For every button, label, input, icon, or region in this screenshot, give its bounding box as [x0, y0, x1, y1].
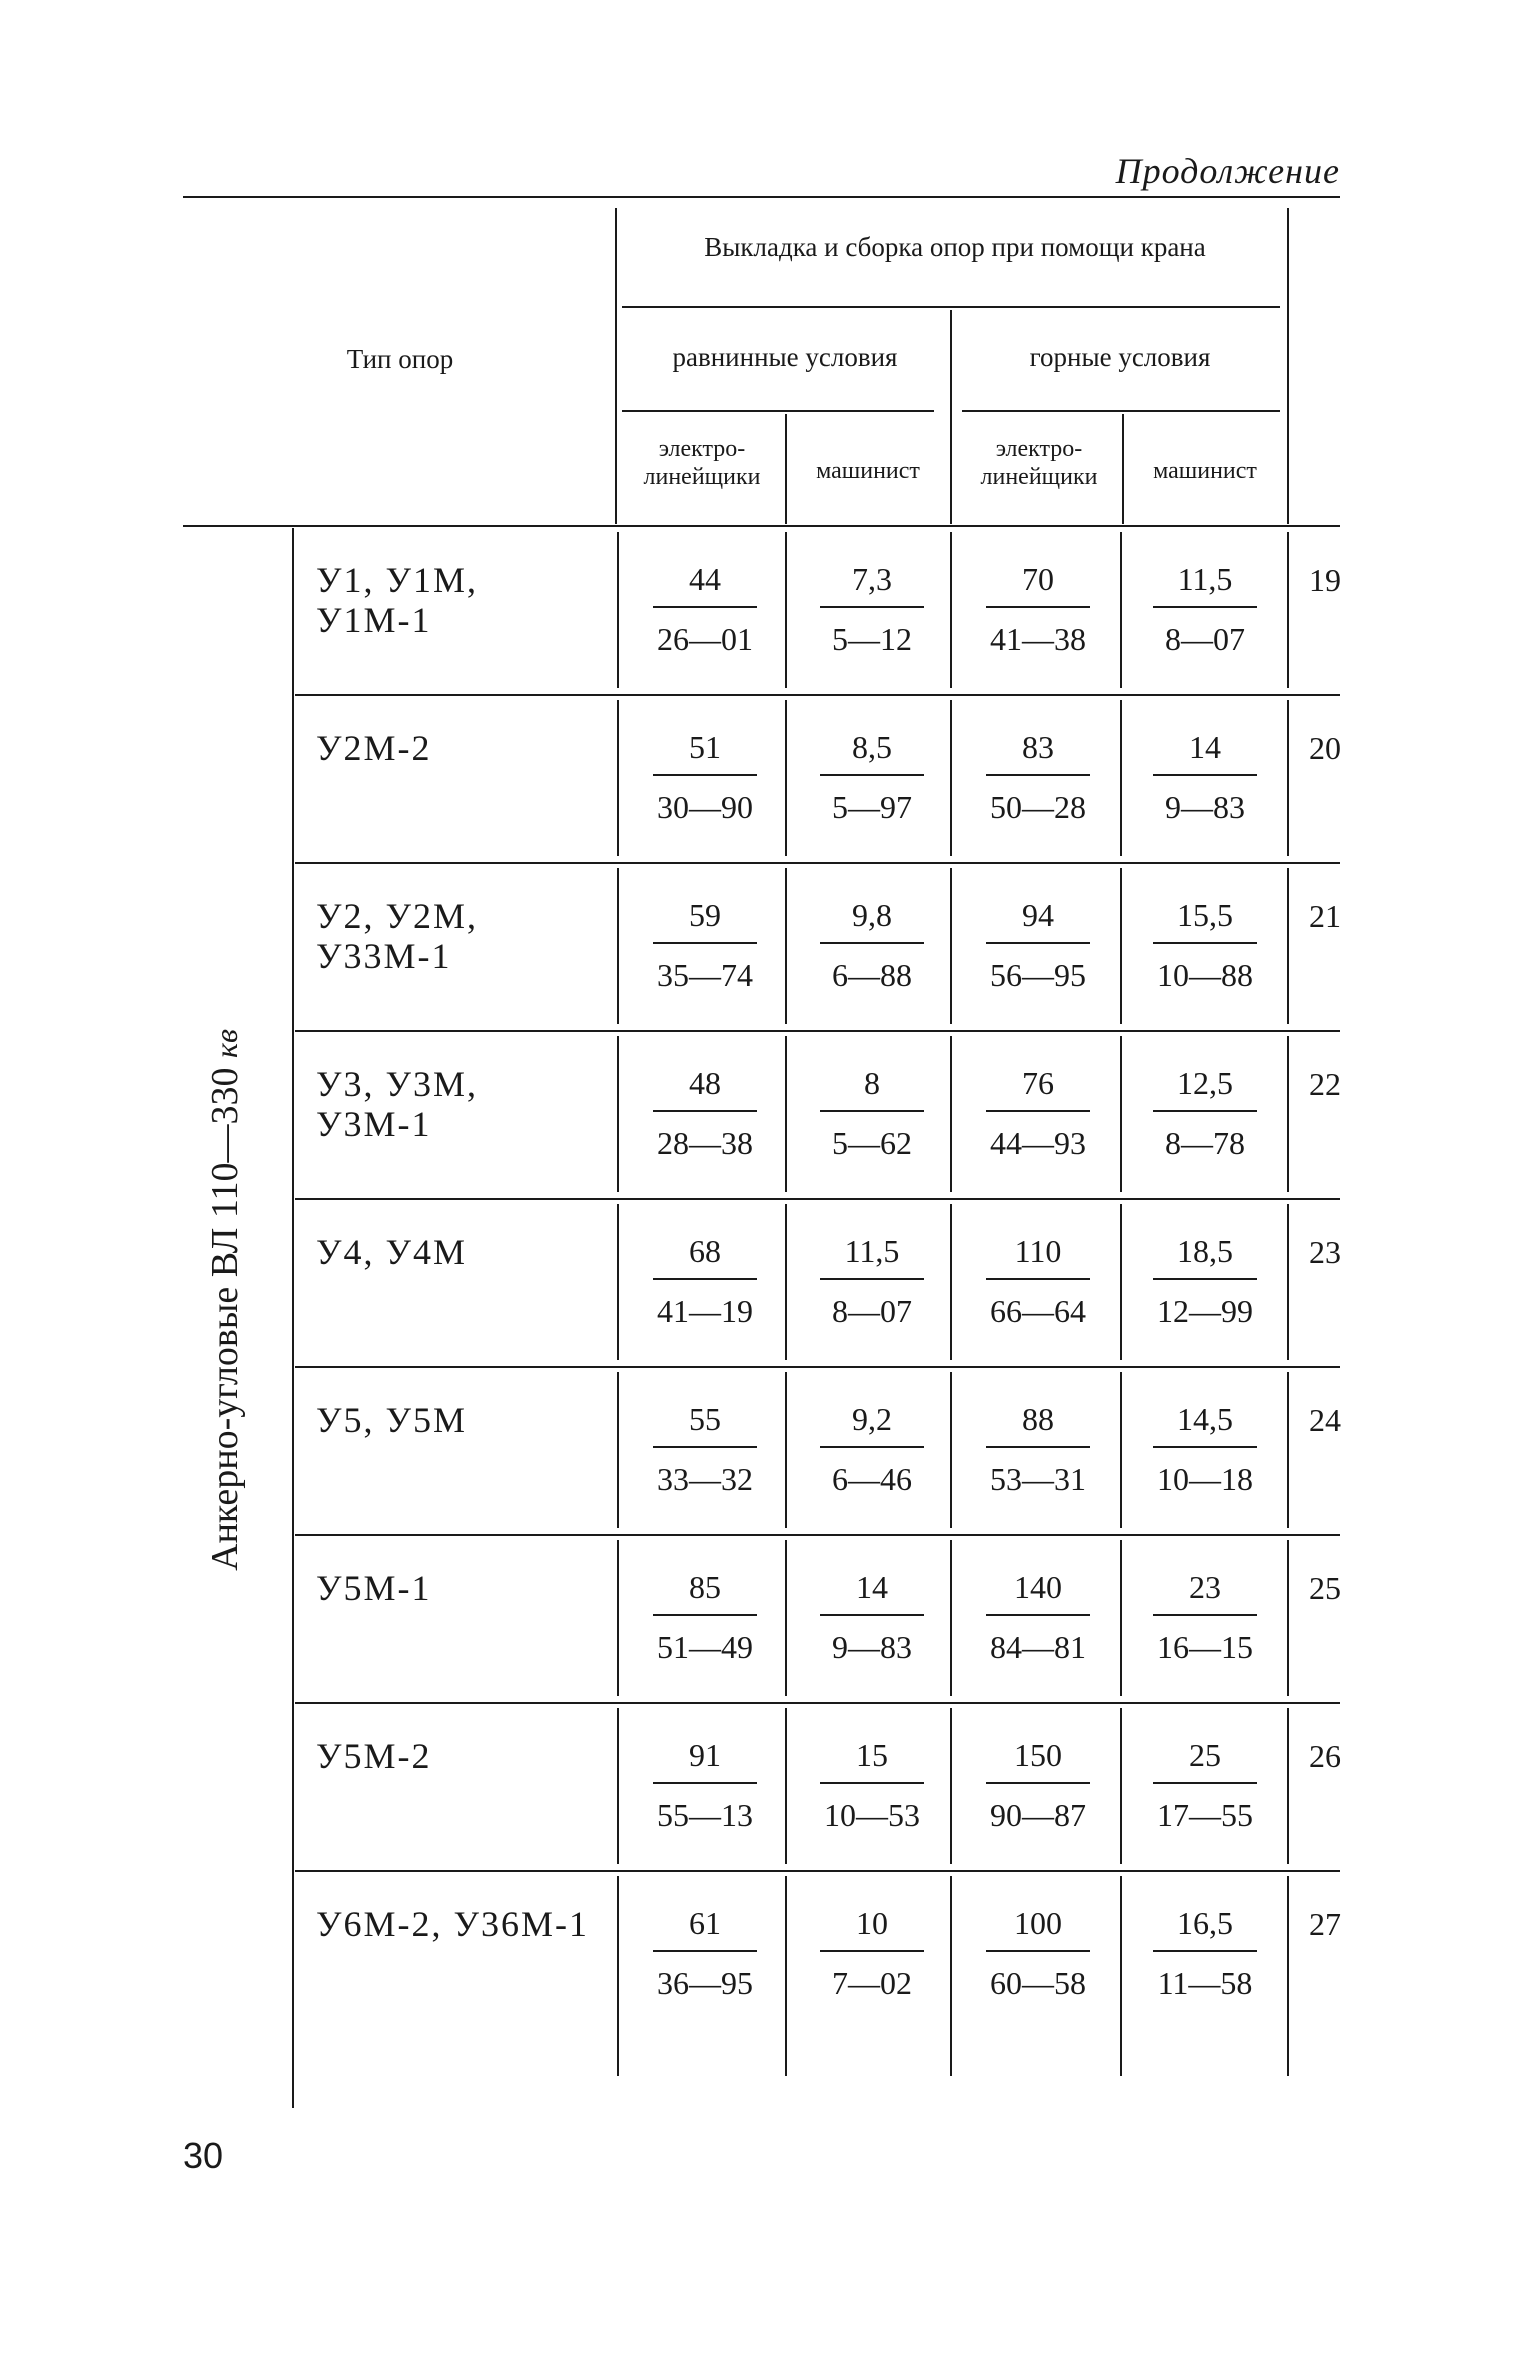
value-numerator: 76: [1022, 1065, 1054, 1101]
value-numerator: 83: [1022, 729, 1054, 765]
row-vline: [1287, 1036, 1289, 1192]
row-number: 25: [1309, 1570, 1341, 1606]
value-cell: [792, 1734, 952, 1836]
value-denominator: 5—97: [832, 789, 912, 825]
row-vline: [1120, 1036, 1122, 1192]
row-vline: [1120, 1204, 1122, 1360]
header-cond-mountain: горные условия: [1029, 342, 1211, 372]
value-numerator: 9,8: [852, 897, 892, 933]
row-vline: [1120, 532, 1122, 688]
header-bottom-rule: [183, 525, 1340, 527]
row-vline: [1287, 700, 1289, 856]
support-type: У1, У1М, У1М-1: [316, 560, 478, 640]
vline-cond: [950, 310, 952, 524]
row-vline: [1120, 700, 1122, 856]
header-cond-plain: равнинные условия: [672, 342, 898, 372]
continued-label: Продолжение: [1115, 151, 1340, 191]
value-numerator: 51: [689, 729, 721, 765]
value-numerator: 12,5: [1177, 1065, 1233, 1101]
row-vline: [1120, 1708, 1122, 1864]
value-denominator: 12—99: [1157, 1293, 1253, 1329]
support-type: У5, У5М: [316, 1400, 467, 1440]
value-denominator: 60—58: [990, 1965, 1086, 2001]
value-denominator: 5—62: [832, 1125, 912, 1161]
fraction-bar: [820, 1782, 924, 1784]
support-type: У2, У2М, У33М-1: [316, 896, 478, 976]
row-vline: [1120, 868, 1122, 1024]
row-vline: [785, 700, 787, 856]
row-vline: [785, 1708, 787, 1864]
value-numerator: 23: [1189, 1569, 1221, 1605]
fraction-bar: [986, 606, 1090, 608]
header-group: Выкладка и сборка опор при помощи крана: [704, 232, 1206, 262]
row-separator: [295, 1198, 1340, 1200]
value-numerator: 91: [689, 1737, 721, 1773]
value-denominator: 10—18: [1157, 1461, 1253, 1497]
value-cell: [625, 1902, 785, 2004]
value-cell: [958, 1566, 1118, 1668]
fraction-bar: [653, 1782, 757, 1784]
fraction-bar: [1153, 1110, 1257, 1112]
value-cell: [792, 1398, 952, 1500]
row-number: 20: [1309, 730, 1341, 766]
value-cell: [625, 894, 785, 996]
row-vline: [1287, 1372, 1289, 1528]
row-vline: [1287, 1876, 1289, 2076]
support-type: У5М-1: [316, 1568, 432, 1608]
fraction-bar: [653, 774, 757, 776]
value-cell: [1125, 558, 1285, 660]
category-text: Анкерно-угловые ВЛ 110—330: [204, 1067, 246, 1571]
value-numerator: 61: [689, 1905, 721, 1941]
fraction-bar: [653, 1950, 757, 1952]
value-numerator: 25: [1189, 1737, 1221, 1773]
value-cell: [625, 1734, 785, 1836]
support-type: У6М-2, У36М-1: [316, 1904, 589, 1944]
fraction-bar: [986, 1446, 1090, 1448]
value-cell: [958, 1734, 1118, 1836]
value-numerator: 8,5: [852, 729, 892, 765]
row-vline: [617, 700, 619, 856]
row-vline: [617, 1204, 619, 1360]
fraction-bar: [653, 1614, 757, 1616]
fraction-bar: [820, 942, 924, 944]
row-vline: [1287, 868, 1289, 1024]
header-worker-2: машинист: [816, 458, 920, 484]
value-numerator: 140: [1014, 1569, 1062, 1605]
row-separator: [295, 1030, 1340, 1032]
value-denominator: 6—88: [832, 957, 912, 993]
value-denominator: 53—31: [990, 1461, 1086, 1497]
fraction-bar: [1153, 1782, 1257, 1784]
value-denominator: 56—95: [990, 957, 1086, 993]
row-separator: [295, 862, 1340, 864]
value-cell: [625, 558, 785, 660]
value-numerator: 70: [1022, 561, 1054, 597]
header-top-rule: [183, 196, 1340, 198]
value-denominator: 55—13: [657, 1797, 753, 1833]
value-denominator: 8—78: [1165, 1125, 1245, 1161]
value-cell: [625, 1230, 785, 1332]
value-denominator: 16—15: [1157, 1629, 1253, 1665]
value-denominator: 41—38: [990, 621, 1086, 657]
value-denominator: 17—55: [1157, 1797, 1253, 1833]
value-numerator: 14,5: [1177, 1401, 1233, 1437]
value-cell: [1125, 894, 1285, 996]
support-type: У3, У3М, У3М-1: [316, 1064, 478, 1144]
value-numerator: 8: [864, 1065, 880, 1101]
row-vline: [785, 1204, 787, 1360]
fraction-bar: [986, 942, 1090, 944]
fraction-bar: [820, 1278, 924, 1280]
value-cell: [958, 1062, 1118, 1164]
value-numerator: 85: [689, 1569, 721, 1605]
fraction-bar: [820, 1614, 924, 1616]
fraction-bar: [653, 942, 757, 944]
fraction-bar: [653, 1278, 757, 1280]
fraction-bar: [820, 1950, 924, 1952]
category-label: [195, 700, 255, 1900]
row-vline: [1120, 1372, 1122, 1528]
fraction-bar: [1153, 606, 1257, 608]
conditions-divider-left: [622, 410, 934, 412]
value-cell: [792, 1902, 952, 2004]
row-separator: [295, 1534, 1340, 1536]
value-numerator: 44: [689, 561, 721, 597]
row-number: 19: [1309, 562, 1341, 598]
group-divider: [622, 306, 1280, 308]
value-denominator: 41—19: [657, 1293, 753, 1329]
row-vline: [617, 1540, 619, 1696]
fraction-bar: [986, 1782, 1090, 1784]
value-cell: [792, 726, 952, 828]
row-vline: [617, 1036, 619, 1192]
vline-type: [615, 208, 617, 524]
value-numerator: 14: [1189, 729, 1221, 765]
support-type: У4, У4М: [316, 1232, 467, 1272]
value-cell: [625, 1398, 785, 1500]
fraction-bar: [820, 1110, 924, 1112]
value-numerator: 94: [1022, 897, 1054, 933]
value-denominator: 66—64: [990, 1293, 1086, 1329]
value-cell: [1125, 1062, 1285, 1164]
value-denominator: 26—01: [657, 621, 753, 657]
value-cell: [792, 894, 952, 996]
value-denominator: 90—87: [990, 1797, 1086, 1833]
value-cell: [792, 558, 952, 660]
value-cell: [1125, 726, 1285, 828]
fraction-bar: [653, 1110, 757, 1112]
value-denominator: 8—07: [1165, 621, 1245, 657]
header-worker-4: машинист: [1153, 458, 1257, 484]
value-cell: [625, 1566, 785, 1668]
fraction-bar: [820, 606, 924, 608]
value-cell: [958, 1902, 1118, 2004]
value-cell: [958, 726, 1118, 828]
value-cell: [1125, 1734, 1285, 1836]
header-type: Тип опор: [346, 344, 454, 374]
row-number: 27: [1309, 1906, 1341, 1942]
row-vline: [785, 1876, 787, 2076]
value-denominator: 10—53: [824, 1797, 920, 1833]
value-denominator: 8—07: [832, 1293, 912, 1329]
row-number: 21: [1309, 898, 1341, 934]
value-cell: [958, 1230, 1118, 1332]
value-denominator: 11—58: [1157, 1965, 1253, 2001]
vline-right: [1287, 208, 1289, 524]
value-numerator: 11,5: [844, 1233, 900, 1269]
value-cell: [792, 1230, 952, 1332]
value-denominator: 35—74: [657, 957, 753, 993]
value-denominator: 33—32: [657, 1461, 753, 1497]
value-numerator: 48: [689, 1065, 721, 1101]
header-worker-1: электро- линейщики: [643, 436, 761, 490]
fraction-bar: [653, 1446, 757, 1448]
value-cell: [625, 1062, 785, 1164]
value-numerator: 15: [856, 1737, 888, 1773]
support-type: У5М-2: [316, 1736, 432, 1776]
value-cell: [958, 558, 1118, 660]
fraction-bar: [1153, 1278, 1257, 1280]
header-worker-3: электро- линейщики: [980, 436, 1098, 490]
value-numerator: 68: [689, 1233, 721, 1269]
row-number: 24: [1309, 1402, 1341, 1438]
fraction-bar: [1153, 1950, 1257, 1952]
row-vline: [785, 868, 787, 1024]
value-cell: [1125, 1566, 1285, 1668]
fraction-bar: [1153, 774, 1257, 776]
row-vline: [785, 532, 787, 688]
row-vline: [617, 1708, 619, 1864]
fraction-bar: [986, 774, 1090, 776]
value-cell: [958, 894, 1118, 996]
support-type: У2М-2: [316, 728, 432, 768]
row-number: 26: [1309, 1738, 1341, 1774]
row-vline: [617, 1876, 619, 2076]
value-denominator: 9—83: [1165, 789, 1245, 825]
value-cell: [625, 726, 785, 828]
value-numerator: 150: [1014, 1737, 1062, 1773]
row-vline: [617, 868, 619, 1024]
value-numerator: 11,5: [1177, 561, 1233, 597]
category-vline: [292, 528, 294, 2108]
fraction-bar: [820, 774, 924, 776]
fraction-bar: [1153, 1446, 1257, 1448]
row-separator: [295, 1870, 1340, 1872]
row-vline: [1287, 1708, 1289, 1864]
page-number: 30: [183, 2135, 224, 2176]
row-separator: [295, 1366, 1340, 1368]
row-vline: [617, 1372, 619, 1528]
value-denominator: 84—81: [990, 1629, 1086, 1665]
fraction-bar: [986, 1110, 1090, 1112]
category-unit: кв: [208, 1029, 244, 1058]
value-denominator: 28—38: [657, 1125, 753, 1161]
value-numerator: 7,3: [852, 561, 892, 597]
fraction-bar: [653, 606, 757, 608]
fraction-bar: [1153, 942, 1257, 944]
value-denominator: 51—49: [657, 1629, 753, 1665]
conditions-divider-right: [962, 410, 1280, 412]
value-numerator: 100: [1014, 1905, 1062, 1941]
value-numerator: 10: [856, 1905, 888, 1941]
value-numerator: 59: [689, 897, 721, 933]
row-vline: [785, 1372, 787, 1528]
row-vline: [617, 532, 619, 688]
row-vline: [785, 1036, 787, 1192]
value-denominator: 6—46: [832, 1461, 912, 1497]
row-vline: [1120, 1876, 1122, 2076]
row-separator: [295, 1702, 1340, 1704]
row-vline: [1120, 1540, 1122, 1696]
value-numerator: 15,5: [1177, 897, 1233, 933]
value-numerator: 14: [856, 1569, 888, 1605]
value-denominator: 5—12: [832, 621, 912, 657]
row-vline: [785, 1540, 787, 1696]
row-vline: [1287, 532, 1289, 688]
value-denominator: 30—90: [657, 789, 753, 825]
fraction-bar: [986, 1278, 1090, 1280]
row-number: 22: [1309, 1066, 1341, 1102]
fraction-bar: [820, 1446, 924, 1448]
value-cell: [1125, 1230, 1285, 1332]
value-numerator: 16,5: [1177, 1905, 1233, 1941]
value-cell: [1125, 1398, 1285, 1500]
fraction-bar: [1153, 1614, 1257, 1616]
value-denominator: 7—02: [832, 1965, 912, 2001]
value-numerator: 110: [1014, 1233, 1062, 1269]
value-denominator: 9—83: [832, 1629, 912, 1665]
value-cell: [958, 1398, 1118, 1500]
value-numerator: 55: [689, 1401, 721, 1437]
row-vline: [1287, 1204, 1289, 1360]
row-separator: [295, 694, 1340, 696]
fraction-bar: [986, 1614, 1090, 1616]
value-cell: [792, 1566, 952, 1668]
value-numerator: 88: [1022, 1401, 1054, 1437]
value-cell: [1125, 1902, 1285, 2004]
value-numerator: 18,5: [1177, 1233, 1233, 1269]
value-denominator: 50—28: [990, 789, 1086, 825]
fraction-bar: [986, 1950, 1090, 1952]
value-numerator: 9,2: [852, 1401, 892, 1437]
value-cell: [792, 1062, 952, 1164]
row-vline: [1287, 1540, 1289, 1696]
value-denominator: 10—88: [1157, 957, 1253, 993]
value-denominator: 36—95: [657, 1965, 753, 2001]
value-denominator: 44—93: [990, 1125, 1086, 1161]
row-number: 23: [1309, 1234, 1341, 1270]
